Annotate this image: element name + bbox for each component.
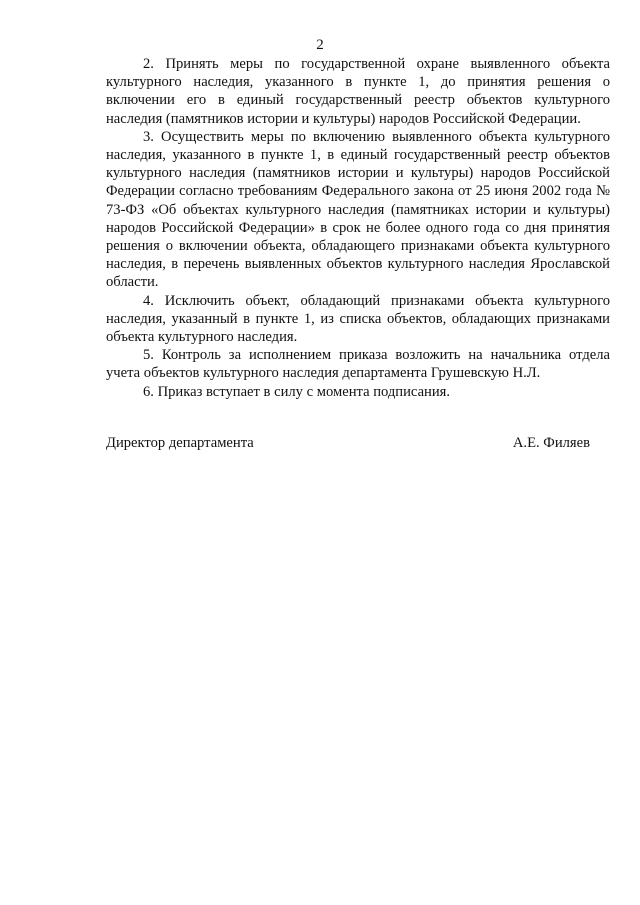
paragraph-item-5: 5. Контроль за исполнением приказа возложить на начальника отдела учета объектов культурного наследия департамента Грушевскую Н.Л. — [106, 347, 610, 382]
paragraph-item-6: 6. Приказ вступает в силу с момента подписания. — [143, 383, 451, 400]
signatory-title: Директор департамента — [106, 435, 254, 451]
document-body — [106, 55, 610, 401]
paragraph-item-4: 4. Исключить объект, обладающий признаками объекта культурного наследия, указанный в пункте 1, из списка объектов, обладающих признаками объекта культурного наследия. — [106, 292, 610, 346]
paragraph-item-3: 3. Осуществить меры по включению выявленного объекта культурного наследия, указанного в пункте 1, в единый государственный реестр объектов культурного наследия (памятников истории и культуры) народов Российской Федерации согласно требованиям Федерального закона от 25 июня 2002 года № 73-ФЗ «Об объектах культурного наследия (памятниках истории и культуры) народов Российской Федерации» в срок не более одного года со дня принятия решения о включении объекта, обладающего признаками объекта культурного наследия, в перечень выявленных объектов культурного наследия Ярославской области. — [106, 128, 610, 291]
paragraph-item-2: 2. Принять меры по государственной охране выявленного объекта культурного наследия, указанного в пункте 1, до принятия решения о включении его в единый государственный реестр объектов культурного наследия (памятников истории и культуры) народов Российской Федерации. — [106, 56, 610, 127]
signatory-name: А.Е. Филяев — [512, 435, 590, 451]
page-number: 2 — [316, 37, 324, 53]
